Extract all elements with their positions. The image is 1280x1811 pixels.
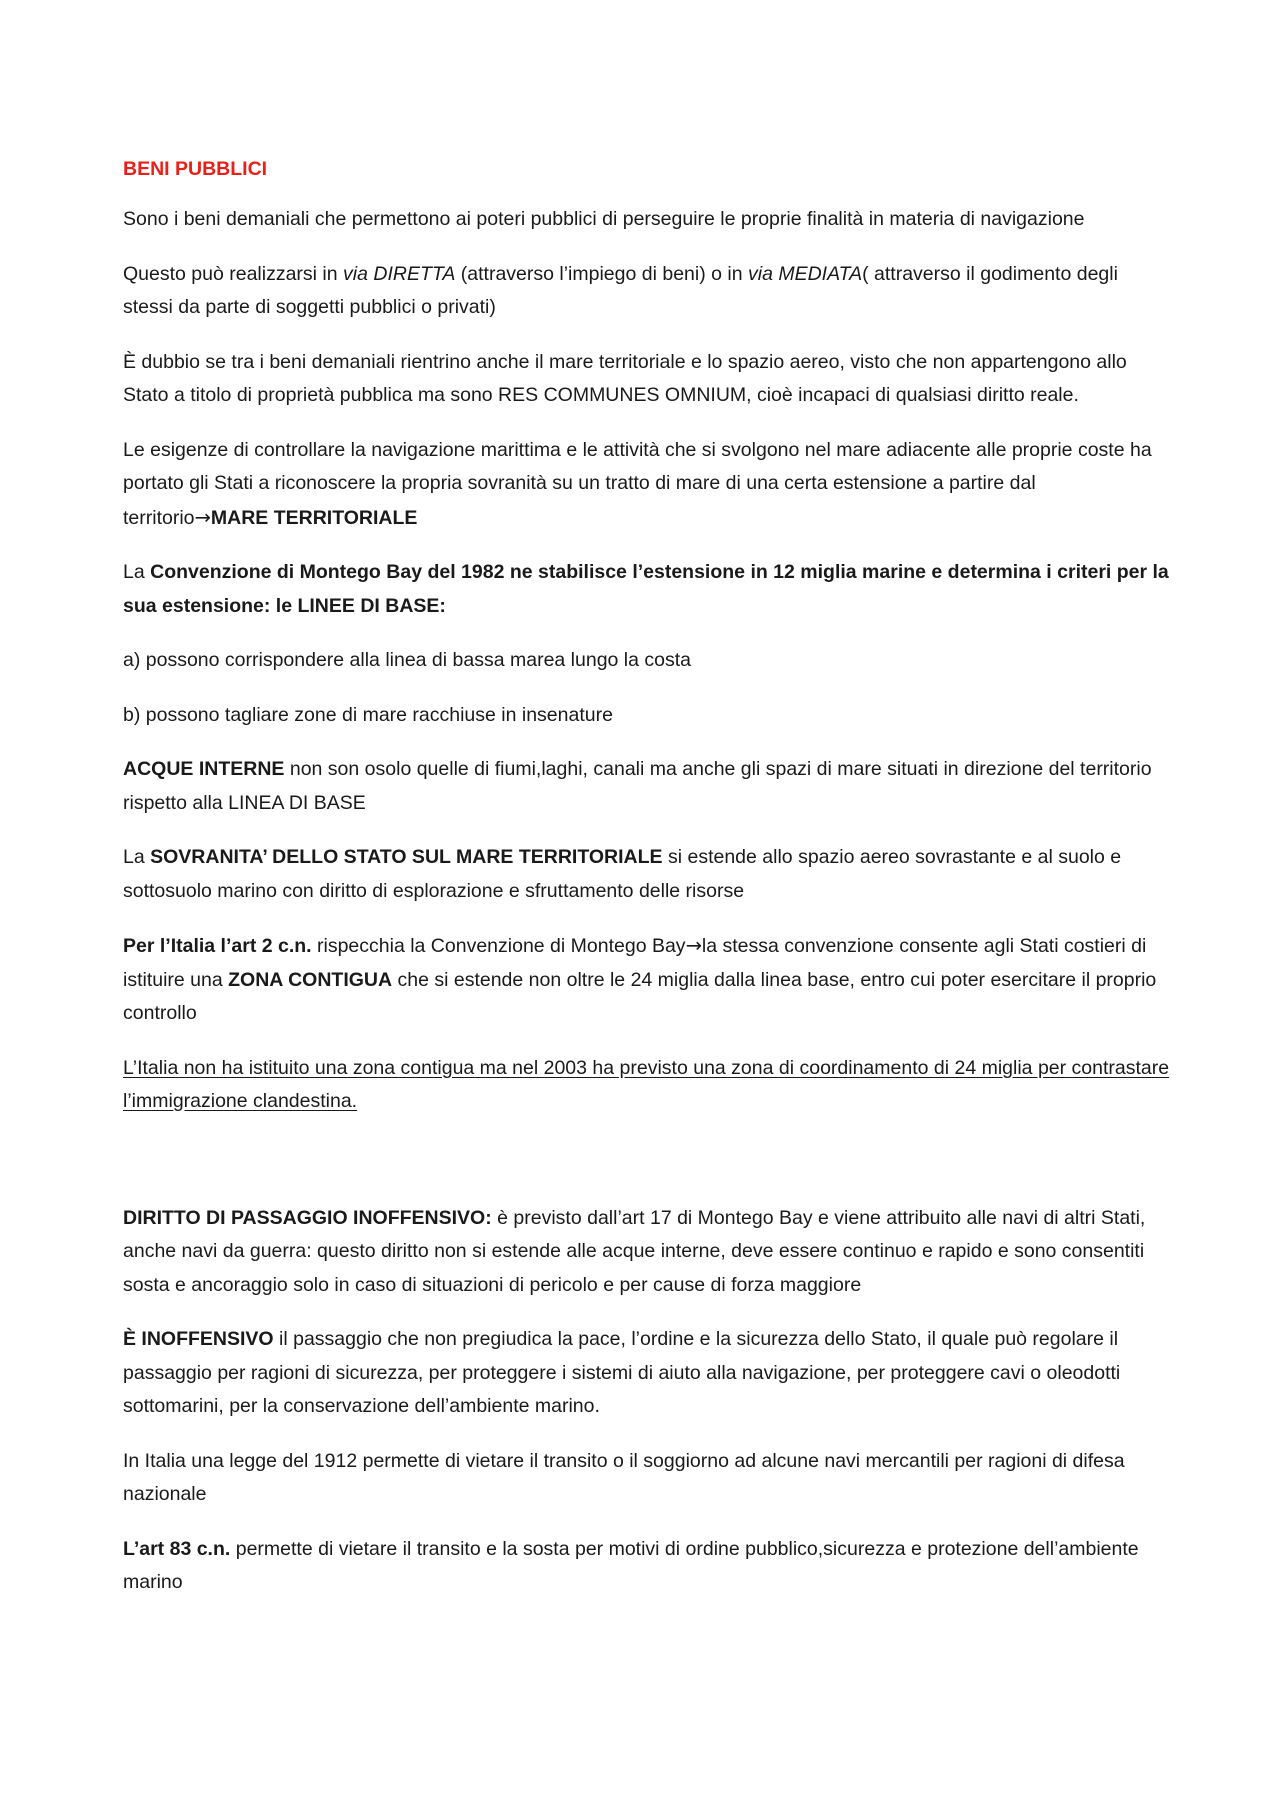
paragraph-acque-interne (123, 753, 1170, 820)
paragraph-legge-1912: In Italia una legge del 1912 permette di vietare il transito o il soggiorno ad alcune navi mercantili per ragioni di difesa nazionale (123, 1449, 1125, 1505)
bold-text: ACQUE INTERNE (123, 758, 285, 780)
text: Questo può realizzarsi in (123, 262, 344, 285)
text: (attraverso l’impiego di beni) o in (455, 262, 748, 285)
text: è previsto dall’art 17 di Montego Bay e viene attribuito alle navi di altri Stati, anche navi da guerra: questo diritto non si estende alle acque interne, deve essere continuo e rapido e sono consentiti sosta e ancoraggio solo in caso di situazioni di pericolo e per cause di forza maggiore (123, 1206, 1146, 1296)
bold-text: SOVRANITA’ DELLO STATO SUL MARE TERRITORIALE (150, 846, 663, 868)
paragraph-zona-contigua (123, 929, 1170, 1031)
text: il passaggio che non pregiudica la pace, l’ordine e la sicurezza dello Stato, il quale può regolare il passaggio per ragioni di sicurezza, per proteggere i sistemi di aiuto alla navigazione, per proteggere cavi o oleodotti sottomarini, per la conservazione dell’ambiente marino. (123, 1328, 1121, 1417)
paragraph-res-communes: È dubbio se tra i beni demaniali rientrino anche il mare territoriale e lo spazio aereo, visto che non appartengono allo Stato a titolo di proprietà pubblica ma sono RES COMMUNES OMNIUM, cioè incapaci di qualsiasi diritto reale. (123, 350, 1127, 406)
text: Le esigenze di controllare la navigazione marittima e le attività che si svolgono nel mare adiacente alle proprie coste ha portato gli Stati a riconoscere la propria sovranità su un tratto di mare di una certa estensione a partire dal territorio (123, 438, 1152, 529)
bold-text: L’art 83 c.n. (123, 1537, 231, 1560)
paragraph-passaggio-inoffensivo (123, 1202, 1170, 1303)
text: La (123, 561, 151, 583)
bold-text: MARE TERRITORIALE (210, 506, 418, 529)
bold-text: DIRITTO DI PASSAGGIO INOFFENSIVO: (123, 1206, 492, 1229)
paragraph-mare-territoriale (123, 434, 1170, 536)
paragraph-beni-demaniali: Sono i beni demaniali che permettono ai poteri pubblici di perseguire le proprie finalità in materia di navigazione (123, 208, 1085, 230)
arrow-right-icon: → (685, 934, 702, 957)
paragraph-montego-bay (123, 556, 1170, 623)
paragraph-via-diretta-mediata (123, 258, 1170, 325)
text: rispecchia la Convenzione di Montego Bay (311, 935, 686, 957)
text: La (123, 846, 151, 868)
arrow-right-icon: → (194, 505, 211, 529)
spacer (123, 1140, 1170, 1202)
paragraph-sovranita (123, 841, 1170, 908)
bold-text: Per l’Italia l’art 2 c.n. (123, 935, 312, 957)
bold-text: Convenzione di Montego Bay del 1982 ne stabilisce l’estensione in 12 miglia marine e determina i criteri per la sua estensione: le LINEE DI BASE: (123, 561, 1169, 617)
text: si estende allo spazio aereo sovrastante e al suolo e sottosuolo marino con diritto di esplorazione e sfruttamento delle risorse (123, 846, 1122, 902)
paragraph-coordinamento-underlined: L’Italia non ha istituito una zona contigua ma nel 2003 ha previsto una zona di coordinamento di 24 miglia per contrastare l’immigrazione clandestina. (123, 1056, 1170, 1112)
text: permette di vietare il transito e la sosta per motivi di ordine pubblico,sicurezza e protezione dell’ambiente marino (123, 1537, 1139, 1593)
document-title: BENI PUBBLICI (123, 158, 268, 180)
text: non son osolo quelle di fiumi,laghi, canali ma anche gli spazi di mare situati in direzione del territorio rispetto alla LINEA DI BASE (123, 758, 1152, 814)
list-item-b: b) possono tagliare zone di mare racchiuse in insenature (123, 703, 613, 726)
italic-text: via MEDIATA (748, 262, 863, 285)
paragraph-art-83 (123, 1533, 1170, 1600)
bold-text: ZONA CONTIGUA (228, 968, 393, 991)
list-item-a: a) possono corrispondere alla linea di bassa marea lungo la costa (123, 649, 692, 671)
text: la stessa convenzione consente agli Stati costieri di istituire una (123, 935, 1147, 991)
text: che si estende non oltre le 24 miglia dalla linea base, entro cui poter esercitare il proprio controllo (123, 968, 1157, 1024)
bold-text: È INOFFENSIVO (123, 1328, 274, 1350)
paragraph-e-inoffensivo (123, 1323, 1170, 1424)
text: ( attraverso il godimento degli stessi da parte di soggetti pubblici o privati) (123, 262, 1118, 318)
italic-text: via DIRETTA (343, 262, 456, 285)
